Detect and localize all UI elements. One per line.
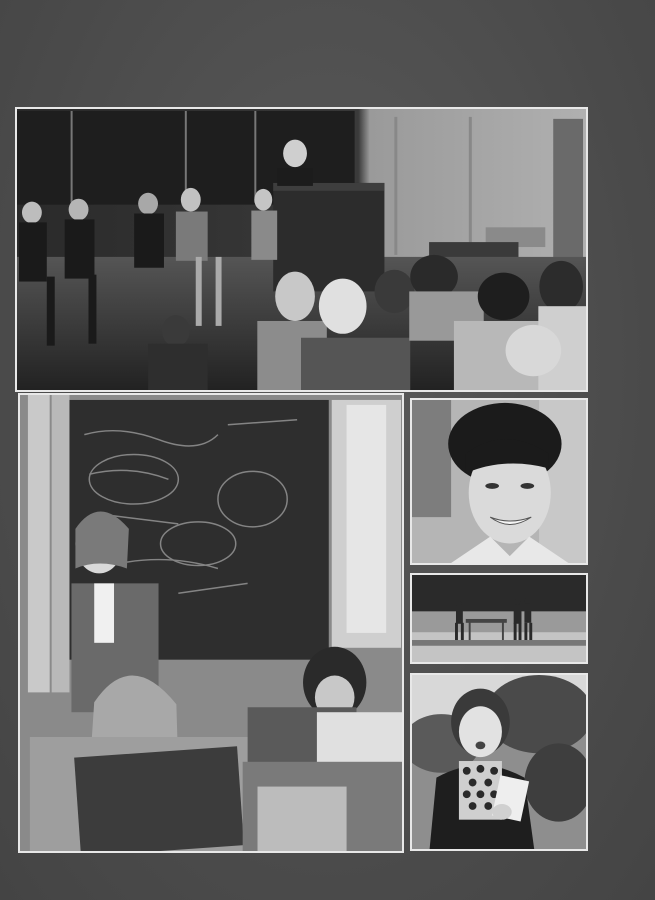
girl-portrait-photo: [410, 673, 588, 851]
field-photo: [410, 573, 588, 664]
classroom-image: [20, 395, 402, 851]
assembly-photo: [15, 107, 588, 392]
classroom-photo: [18, 393, 404, 853]
boy-portrait-photo: [410, 398, 588, 565]
girl-portrait-image: [412, 675, 586, 849]
field-image: [412, 575, 586, 662]
assembly-image: [17, 109, 586, 390]
boy-portrait-image: [412, 400, 586, 563]
